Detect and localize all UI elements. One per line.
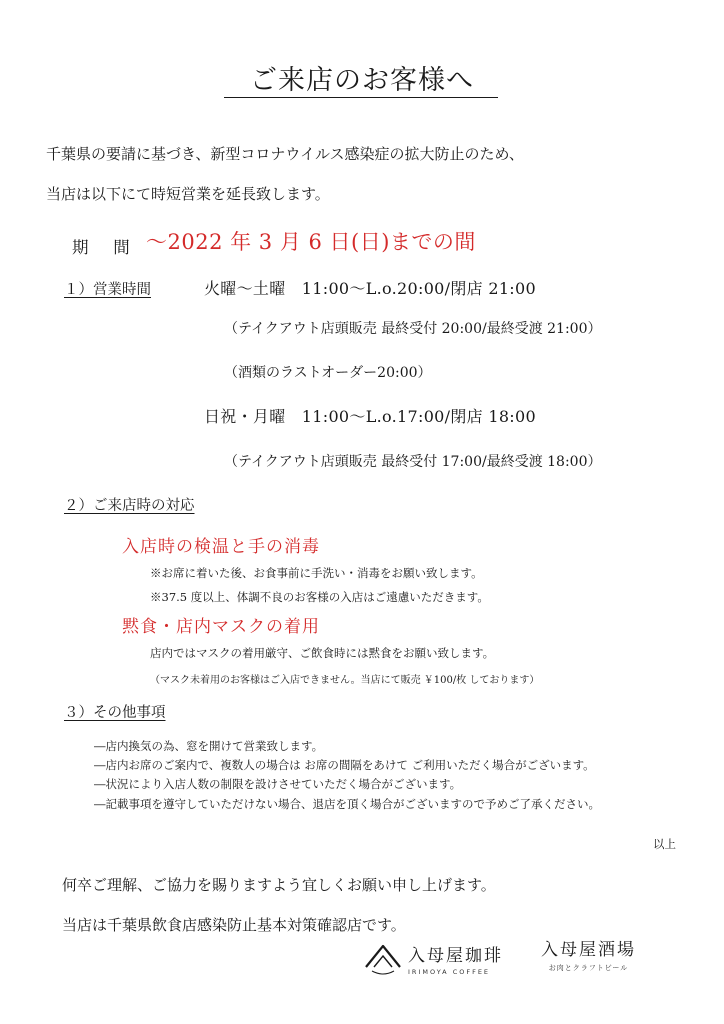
other-item-ventilation: ―店内換気の為、窓を開けて営業致します。 (94, 739, 324, 753)
section-hours-heading: １）営業時間 (64, 282, 151, 298)
sakaba-logo-subtitle: お肉とクラフトビール (548, 964, 629, 972)
hours-holiday: 日祝・月曜 11:00～L.o.17:00/閉店 18:00 (204, 407, 536, 426)
roof-mountain-emblem-icon (364, 940, 402, 982)
note-mask-sale: （マスク未着用のお客様はご入店できません。当店にて販売 ￥100/枚 しております） (150, 675, 540, 686)
intro-line-1: 千葉県の要請に基づき、新型コロナウイルス感染症の拡大防止のため、 (46, 145, 524, 163)
section-visit-heading: ２）ご来店時の対応 (64, 498, 195, 514)
note-handwash: ※お席に着いた後、お食事前に手洗い・消毒をお願い致します。 (150, 566, 483, 580)
page-title: ご来店のお客様へ (250, 65, 474, 96)
note-mask: 店内ではマスクの着用厳守、ご飲食時には黙食をお願い致します。 (150, 646, 495, 660)
period-value: ～2022 年 3 月 6 日(日)までの間 (146, 230, 476, 254)
section-other-heading: ３）その他事項 (64, 705, 166, 721)
hours-alcohol-last-order: （酒類のラストオーダー20:00） (224, 365, 432, 381)
intro-line-2: 当店は以下にて時短営業を延長致します。 (46, 185, 330, 203)
other-item-seating: ―店内お席のご案内で、複数人の場合は お席の間隔をあけて ご利用いただく場合がございます。 (94, 758, 595, 772)
irimoya-coffee-logo (364, 940, 503, 982)
note-fever: ※37.5 度以上、体調不良のお客様の入店はご遠慮いただきます。 (150, 590, 489, 604)
other-item-compliance: ―記載事項を遵守していただけない場合、退店を頂く場合がございますので予めご了承ください。 (94, 797, 600, 811)
other-item-capacity: ―状況により入店人数の制限を設けさせていただく場合がございます。 (94, 777, 462, 791)
mask-silent-eating-heading: 黙食・店内マスクの着用 (122, 617, 320, 637)
outro-line-1: 何卒ご理解、ご協力を賜りますよう宜しくお願い申し上げます。 (62, 876, 496, 894)
hours-weekday: 火曜～土曜 11:00～L.o.20:00/閉店 21:00 (204, 279, 536, 298)
period-label: 期 間 (72, 238, 131, 257)
temperature-disinfection-heading: 入店時の検温と手の消毒 (122, 537, 320, 557)
sakaba-logo-name: 入母屋酒場 (541, 940, 636, 960)
hours-weekday-takeout: （テイクアウト店頭販売 最終受付 20:00/最終受渡 21:00） (224, 321, 602, 337)
outro-line-2: 当店は千葉県飲食店感染防止基本対策確認店です。 (62, 916, 406, 934)
title-underline (224, 97, 498, 98)
closing-mark: 以上 (653, 837, 676, 851)
coffee-logo-name: 入母屋珈琲 (408, 946, 503, 966)
irimoya-sakaba-logo (541, 940, 636, 973)
hours-holiday-takeout: （テイクアウト店頭販売 最終受付 17:00/最終受渡 18:00） (224, 454, 602, 470)
coffee-logo-subtitle: IRIMOYA COFFEE (408, 968, 491, 976)
